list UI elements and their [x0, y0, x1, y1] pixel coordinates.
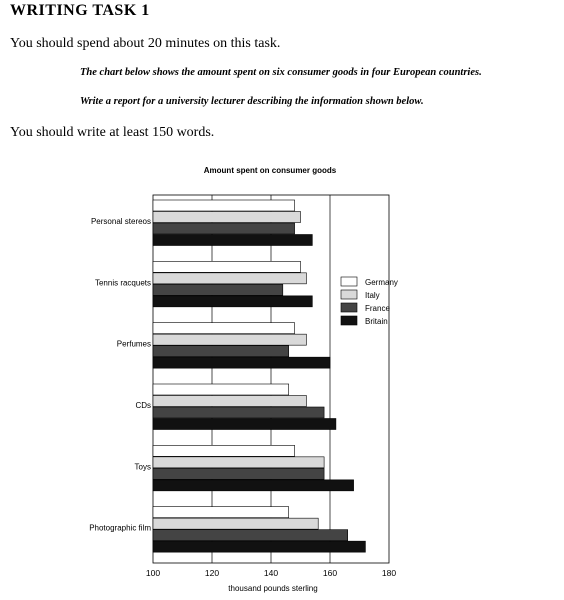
bar-italy	[153, 273, 306, 284]
prompt-line-2: Write a report for a university lecturer describing the information shown below.	[80, 96, 424, 107]
legend-swatch-france	[341, 303, 357, 312]
legend-swatch-britain	[341, 316, 357, 325]
bar-britain	[153, 235, 312, 246]
bar-france	[153, 407, 324, 418]
bar-france	[153, 223, 295, 234]
category-label: Toys	[134, 462, 151, 472]
bars-layer	[153, 200, 365, 552]
bar-germany	[153, 261, 301, 272]
category-label: Perfumes	[116, 339, 151, 349]
bar-italy	[153, 457, 324, 468]
bar-germany	[153, 445, 295, 456]
prompt-line-1: The chart below shows the amount spent on six consumer goods in four European countries.	[80, 67, 482, 78]
bar-france	[153, 468, 324, 479]
x-tick-label: 160	[322, 568, 338, 578]
time-instruction: You should spend about 20 minutes on this task.	[10, 36, 281, 51]
bar-italy	[153, 334, 306, 345]
x-tick-label: 140	[263, 568, 279, 578]
x-tick-label: 120	[204, 568, 220, 578]
task-title: WRITING TASK 1	[10, 2, 150, 19]
bar-france	[153, 346, 289, 357]
bar-italy	[153, 212, 301, 223]
bar-france	[153, 530, 348, 541]
bar-germany	[153, 323, 295, 334]
bar-germany	[153, 507, 289, 518]
legend-swatch-italy	[341, 290, 357, 299]
word-instruction: You should write at least 150 words.	[10, 125, 215, 140]
bar-britain	[153, 480, 354, 491]
chart-title: Amount spent on consumer goods	[203, 166, 337, 175]
category-label: CDs	[135, 401, 151, 410]
bar-france	[153, 284, 283, 295]
bar-germany	[153, 384, 289, 395]
x-tick-label: 180	[381, 568, 397, 578]
legend-swatch-germany	[341, 277, 357, 286]
bar-germany	[153, 200, 295, 211]
category-label: Photographic film	[89, 523, 151, 533]
x-tick-label: 100	[145, 568, 161, 578]
category-label: Personal stereos	[90, 217, 151, 226]
bar-britain	[153, 357, 330, 368]
bar-britain	[153, 541, 365, 552]
legend-label-germany: Germany	[365, 278, 398, 287]
x-axis-label: thousand pounds sterling	[228, 584, 318, 593]
bar-britain	[153, 419, 336, 430]
bar-italy	[153, 396, 306, 407]
bar-italy	[153, 518, 318, 529]
legend-label-britain: Britain	[365, 317, 388, 326]
legend-label-italy: Italy	[365, 291, 380, 300]
bar-britain	[153, 296, 312, 307]
legend-label-france: France	[365, 304, 390, 313]
category-label: Tennis racquets	[94, 278, 151, 288]
